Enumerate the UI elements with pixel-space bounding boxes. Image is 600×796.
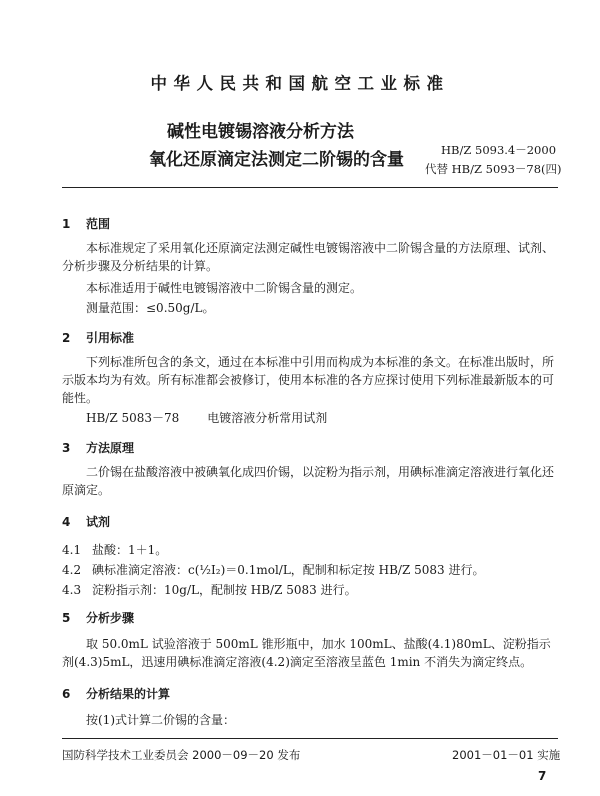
standard-header: 中华人民共和国航空工业标准 [150,74,450,93]
header-rule [62,187,558,188]
reagent-item-2-number: 4.2 [62,563,82,577]
section-1-heading [62,215,110,232]
section-1-title: 范围 [86,217,111,231]
section-2-number: 2 [62,331,71,345]
section-5-title: 分析步骤 [86,611,135,625]
footer-rule [62,738,558,739]
section-6-title: 分析结果的计算 [86,687,171,701]
section-5-number: 5 [62,611,71,625]
section-2-para-1: 下列标准所包含的条文，通过在本标准中引用而构成为本标准的条文。在标准出版时，所示版本均为有效。所有标准都会被修订，使用本标准的各方应探讨使用下列标准最新版本的可能性。 [62,355,555,405]
reagent-item-3 [62,581,357,599]
reagent-item-1-text: 盐酸：1＋1。 [92,543,168,557]
section-4-title: 试剂 [86,515,111,529]
section-3-title: 方法原理 [86,441,135,455]
section-2-title: 引用标准 [86,331,135,345]
reference-title: 电镀溶液分析常用试剂 [207,411,328,425]
title-line-1: 碱性电镀锡溶液分析方法 [167,122,354,142]
section-3-number: 3 [62,441,71,455]
section-5-para-1: 取 50.0mL 试验溶液于 500mL 锥形瓶中，加水 100mL、盐酸(4.1)80mL、淀粉指示剂(4.3)5mL，迅速用碘标准滴定溶液(4.2)滴定至溶液呈蓝色 1min 不消失为滴定终点。 [62,637,551,669]
section-6-para-1: 按(1)式计算二价锡的含量： [86,713,235,727]
section-4-number: 4 [62,515,71,529]
section-3-para-1: 二价锡在盐酸溶液中被碘氧化成四价锡，以淀粉为指示剂，用碘标准滴定溶液进行氧化还原滴定。 [62,465,555,497]
section-6-heading [62,685,170,702]
reagent-item-2 [62,561,484,579]
title-line-2: 氧化还原滴定法测定二阶锡的含量 [149,150,404,170]
reagent-item-3-number: 4.3 [62,583,82,597]
reagent-item-1 [62,541,167,559]
section-2-heading [62,329,134,346]
section-6-number: 6 [62,687,71,701]
section-1-para-2: 本标准适用于碱性电镀锡溶液中二阶锡含量的测定。 [86,281,363,295]
section-3-heading [62,439,134,456]
page-number: 7 [538,769,547,783]
reagent-item-3-text: 淀粉指示剂：10g/L，配制按 HB/Z 5083 进行。 [92,583,357,597]
reagent-item-2-text: 碘标准滴定溶液：c(½I₂)＝0.1mol/L，配制和标定按 HB/Z 5083 进行。 [92,563,485,577]
section-5-heading [62,609,134,626]
section-1-number: 1 [62,217,71,231]
reagent-item-1-number: 4.1 [62,543,82,557]
section-2-reference [86,409,327,427]
implementation-date: 2001－01－01 实施 [452,748,561,762]
replaces-code: 代替 HB/Z 5093－78(四) [425,162,562,176]
issue-date: 国防科学技术工业委员会 2000－09－20 发布 [62,748,301,762]
standard-code: HB/Z 5093.4－2000 [441,143,557,157]
section-1-para-1: 本标准规定了采用氧化还原滴定法测定碱性电镀锡溶液中二阶锡含量的方法原理、试剂、分析步骤及分析结果的计算。 [62,241,555,273]
section-1-para-3: 测量范围：≤0.50g/L。 [86,301,215,315]
reference-code: HB/Z 5083－78 [86,411,180,425]
section-4-heading [62,513,110,530]
